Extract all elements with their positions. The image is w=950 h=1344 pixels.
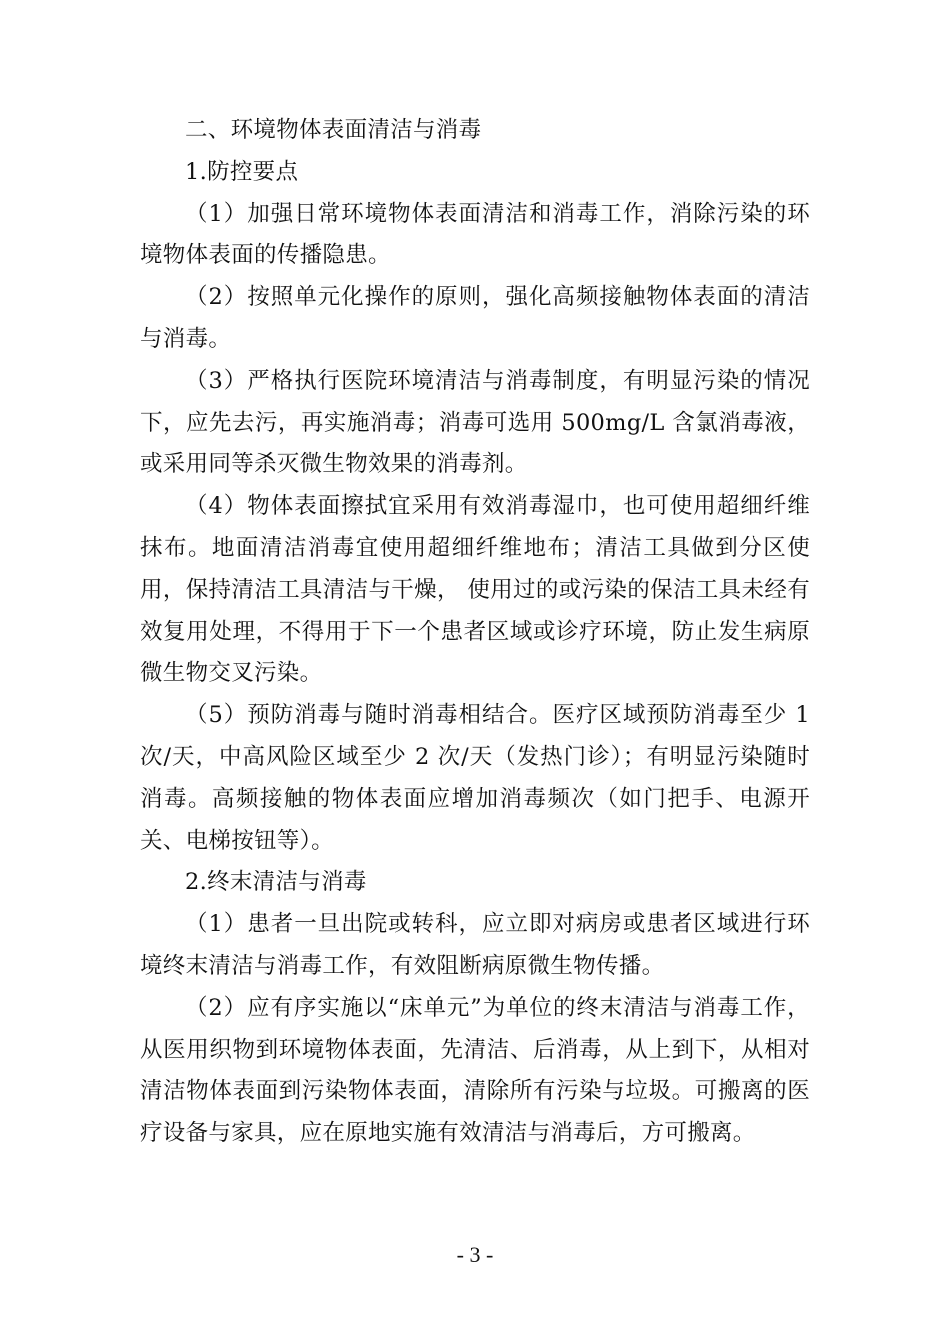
document-body <box>140 110 810 1155</box>
section-title: 二、环境物体表面清洁与消毒 <box>185 117 482 143</box>
paragraph: （1）患者一旦出院或转科，应立即对病房或患者区域进行环境终末清洁与消毒工作，有效阻断病原微生物传播。 <box>140 911 810 979</box>
subsection-title: 1.防控要点 <box>185 158 299 185</box>
paragraph: （1）加强日常环境物体表面清洁和消毒工作，消除污染的环境物体表面的传播隐患。 <box>140 200 810 269</box>
page-number: - 3 - <box>456 1242 494 1267</box>
paragraph: （4）物体表面擦拭宜采用有效消毒湿巾，也可使用超细纤维抹布。地面清洁消毒宜使用超细纤维地布；清洁工具做到分区使用，保持清洁工具清洁与干燥， 使用过的或污染的保洁工具未经有效复用处理，不得用于下一个患者区域或诊疗环境，防止发生病原微生物交叉污染。 <box>140 493 810 687</box>
paragraph: （5）预防消毒与随时消毒相结合。医疗区域预防消毒至少 1 次/天，中高风险区域至少 2 次/天（发热门诊）；有明显污染随时消毒。高频接触的物体表面应增加消毒频次（如门把手、电源开关、电梯按钮等）。 <box>140 702 810 854</box>
paragraph: （2）按照单元化操作的原则，强化高频接触物体表面的清洁与消毒。 <box>140 284 810 352</box>
subsection-title: 2.终末清洁与消毒 <box>185 869 367 896</box>
paragraph: （3）严格执行医院环境清洁与消毒制度，有明显污染的情况下，应先去污，再实施消毒；消毒可选用 500mg/L 含氯消毒液，或采用同等杀灭微生物效果的消毒剂。 <box>140 367 810 478</box>
paragraph: （2）应有序实施以“床单元”为单位的终末清洁与消毒工作，从医用织物到环境物体表面，先清洁、后消毒，从上到下，从相对清洁物体表面到污染物体表面，清除所有污染与垃圾。可搬离的医疗设备与家具，应在原地实施有效清洁与消毒后，方可搬离。 <box>140 994 810 1147</box>
